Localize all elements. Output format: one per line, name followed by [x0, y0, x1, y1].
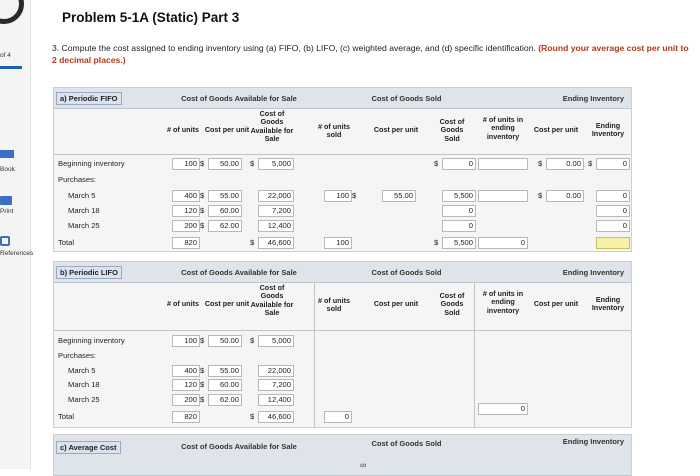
- lifo-group-available: Cost of Goods Available for Sale: [181, 268, 297, 277]
- fifo-row-label: Beginning inventory: [58, 159, 125, 168]
- fifo-m5-end-cpu[interactable]: 0.00: [546, 190, 584, 202]
- print-icon[interactable]: [0, 196, 12, 205]
- avg-section-label: c) Average Cost: [56, 441, 121, 454]
- fifo-begin-end-cpu[interactable]: 0.00: [546, 158, 584, 170]
- currency-sign: $: [200, 191, 205, 200]
- fifo-m5-end-inv[interactable]: 0: [596, 190, 630, 202]
- lifo-m25-cpu: 62.00: [208, 394, 242, 406]
- fifo-col-units: # of units: [167, 125, 199, 134]
- fifo-group-sold: Cost of Goods Sold: [371, 94, 442, 103]
- fifo-m5-units: 400: [172, 190, 200, 202]
- fifo-m5-sold-cpu[interactable]: 55.00: [382, 190, 416, 202]
- currency-sign: $: [538, 159, 543, 168]
- currency-sign: $: [434, 159, 439, 168]
- fifo-total-cost: 46,600: [258, 237, 294, 249]
- fifo-row-label: March 5: [68, 191, 96, 200]
- lifo-row-label: Purchases:: [58, 351, 96, 360]
- lifo-row-label: March 5: [68, 366, 96, 375]
- fifo-m18-units: 120: [172, 205, 200, 217]
- fifo-total-end-units: 0: [478, 237, 528, 249]
- lifo-begin-cost: 5,000: [258, 335, 294, 347]
- fifo-col-cpu-sold: Cost per unit: [373, 125, 419, 134]
- question-body: 3. Compute the cost assigned to ending inventory using (a) FIFO, (b) LIFO, (c) weighted average, and (d) specific identification.: [52, 43, 536, 53]
- fifo-panel: [53, 87, 632, 252]
- lifo-m18-cost: 7,200: [258, 379, 294, 391]
- lifo-row-label: March 25: [68, 395, 100, 404]
- question-text: [52, 42, 692, 66]
- lifo-panel: [53, 261, 632, 428]
- page-indicator: of 4: [0, 52, 11, 59]
- lifo-m18-cpu: 60.00: [208, 379, 242, 391]
- fifo-m25-units: 200: [172, 220, 200, 232]
- fifo-group-ending: Ending Inventory: [562, 94, 624, 103]
- divider: [474, 282, 475, 427]
- avg-group-available: Cost of Goods Available for Sale: [181, 442, 297, 451]
- lifo-total-cost: 46,600: [258, 411, 294, 423]
- divider: [54, 330, 631, 331]
- references-icon[interactable]: [0, 236, 10, 246]
- fifo-col-cogas: Cost of Goods Available for Sale: [250, 109, 294, 144]
- lifo-col-cpu-ending: Cost per unit: [533, 299, 579, 308]
- fifo-m5-cost: 22,000: [258, 190, 294, 202]
- fifo-begin-units: 100: [172, 158, 200, 170]
- fifo-m18-cpu: 60.00: [208, 205, 242, 217]
- lifo-m5-cpu: 55.00: [208, 365, 242, 377]
- fifo-m5-cogs[interactable]: 5,500: [442, 190, 476, 202]
- fifo-m25-cost: 12,400: [258, 220, 294, 232]
- currency-sign: $: [200, 366, 205, 375]
- scroll-indicator-icon: ∞: [360, 460, 367, 470]
- fifo-section-label: a) Periodic FIFO: [56, 92, 122, 105]
- fifo-m18-cost: 7,200: [258, 205, 294, 217]
- fifo-m25-cogs[interactable]: 0: [442, 220, 476, 232]
- lifo-m25-cost: 12,400: [258, 394, 294, 406]
- question-instruction: (Round your average cost per unit to 2 decimal places.): [52, 43, 689, 65]
- lifo-col-cpu-sold: Cost per unit: [373, 299, 419, 308]
- currency-sign: $: [352, 191, 357, 200]
- currency-sign: $: [538, 191, 543, 200]
- currency-sign: $: [200, 206, 205, 215]
- lifo-total-units: 820: [172, 411, 200, 423]
- lifo-m25-units: 200: [172, 394, 200, 406]
- lifo-begin-cpu: 50.00: [208, 335, 242, 347]
- fifo-row-label: Purchases:: [58, 175, 96, 184]
- lifo-m5-cost: 22,000: [258, 365, 294, 377]
- currency-sign: $: [250, 336, 255, 345]
- lifo-row-label: March 18: [68, 380, 100, 389]
- currency-sign: $: [200, 336, 205, 345]
- lifo-group-sold: Cost of Goods Sold: [371, 268, 442, 277]
- left-sidebar: [0, 0, 34, 469]
- lifo-m18-units: 120: [172, 379, 200, 391]
- avg-group-ending: Ending Inventory: [562, 437, 624, 446]
- avg-group-sold: Cost of Goods Sold: [371, 439, 442, 448]
- lifo-row-label: Total: [58, 412, 75, 421]
- lifo-col-units-ending: # of units in ending inventory: [482, 289, 524, 315]
- sidebar-item-references[interactable]: References: [0, 250, 34, 257]
- lifo-col-cogs: Cost of Goods Sold: [439, 291, 465, 317]
- fifo-begin-cogs[interactable]: 0: [442, 158, 476, 170]
- divider: [314, 282, 315, 427]
- logo-icon: [0, 0, 24, 24]
- fifo-begin-cpu: 50.00: [208, 158, 242, 170]
- currency-sign: $: [200, 221, 205, 230]
- lifo-col-ending-inv: Ending Inventory: [591, 295, 625, 313]
- fifo-m5-cpu: 55.00: [208, 190, 242, 202]
- fifo-m25-cpu: 62.00: [208, 220, 242, 232]
- fifo-col-ending-inv: Ending Inventory: [591, 121, 625, 139]
- sidebar-item-print[interactable]: Print: [0, 208, 14, 215]
- page-progress-bar: [0, 66, 22, 69]
- fifo-col-units-sold: # of units sold: [318, 122, 350, 140]
- lifo-row-label: Beginning inventory: [58, 336, 125, 345]
- fifo-total-units: 820: [172, 237, 200, 249]
- fifo-col-cpu: Cost per unit: [204, 125, 250, 134]
- fifo-total-sold-units: 100: [324, 237, 352, 249]
- book-icon[interactable]: [0, 150, 14, 158]
- fifo-begin-end-inv[interactable]: 0: [596, 158, 630, 170]
- fifo-total-cogs: 5,500: [442, 237, 476, 249]
- lifo-col-units-sold: # of units sold: [318, 296, 350, 314]
- fifo-m5-end-units[interactable]: [478, 190, 528, 202]
- fifo-group-available: Cost of Goods Available for Sale: [181, 94, 297, 103]
- lifo-begin-units: 100: [172, 335, 200, 347]
- fifo-m18-end-inv[interactable]: 0: [596, 205, 630, 217]
- currency-sign: $: [588, 159, 593, 168]
- currency-sign: $: [250, 238, 255, 247]
- lifo-total-sold-units: 0: [324, 411, 352, 423]
- lifo-section-label: b) Periodic LIFO: [56, 266, 122, 279]
- currency-sign: $: [250, 412, 255, 421]
- lifo-col-cogas: Cost of Goods Available for Sale: [250, 283, 294, 318]
- fifo-col-cpu-ending: Cost per unit: [533, 125, 579, 134]
- lifo-col-units: # of units: [167, 299, 199, 308]
- fifo-m25-end-inv[interactable]: 0: [596, 220, 630, 232]
- fifo-col-cogs: Cost of Goods Sold: [439, 117, 465, 143]
- sidebar-item-book[interactable]: Book: [0, 166, 15, 173]
- fifo-row-label: Total: [58, 238, 75, 247]
- lifo-total-end-units: 0: [478, 403, 528, 415]
- currency-sign: $: [200, 380, 205, 389]
- page-title: Problem 5-1A (Static) Part 3: [62, 10, 240, 25]
- fifo-row-label: March 18: [68, 206, 100, 215]
- lifo-group-ending: Ending Inventory: [562, 268, 624, 277]
- fifo-m5-sold-units[interactable]: 100: [324, 190, 352, 202]
- avg-panel: [53, 434, 632, 476]
- fifo-row-label: March 25: [68, 221, 100, 230]
- currency-sign: $: [200, 159, 205, 168]
- currency-sign: $: [200, 395, 205, 404]
- fifo-col-units-ending: # of units in ending inventory: [482, 115, 524, 141]
- divider: [54, 154, 631, 155]
- fifo-total-end-inv[interactable]: [596, 237, 630, 249]
- fifo-begin-cost: 5,000: [258, 158, 294, 170]
- currency-sign: $: [250, 159, 255, 168]
- currency-sign: $: [434, 238, 439, 247]
- fifo-begin-end-units[interactable]: [478, 158, 528, 170]
- fifo-m18-cogs[interactable]: 0: [442, 205, 476, 217]
- lifo-m5-units: 400: [172, 365, 200, 377]
- lifo-col-cpu: Cost per unit: [204, 299, 250, 308]
